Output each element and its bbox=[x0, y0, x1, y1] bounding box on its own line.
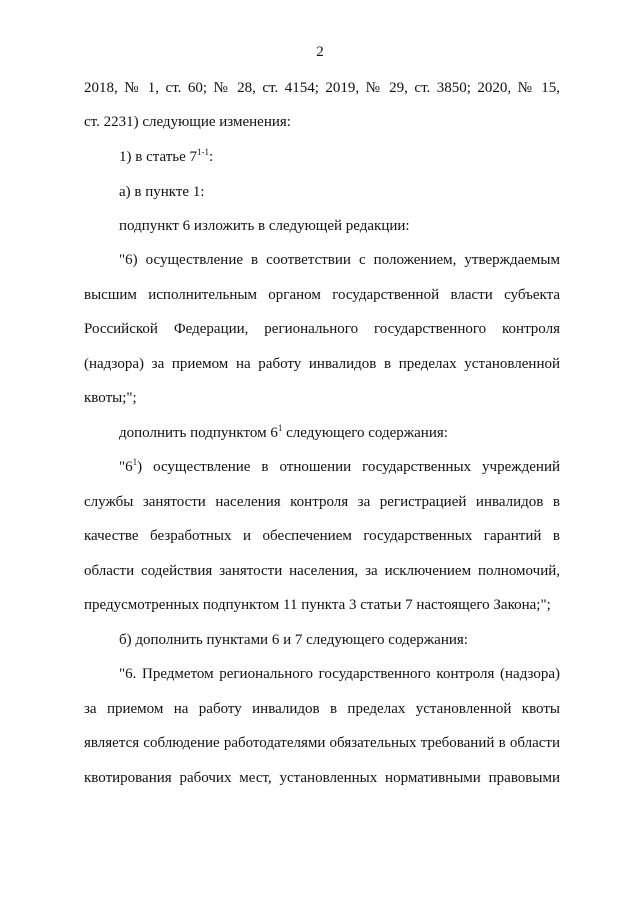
text-line: (надзора) за приемом на работу инвалидов в пределах установленной bbox=[84, 356, 560, 372]
text-line bbox=[119, 458, 560, 476]
text-span: ) осуществление в отношении государственных учреждений bbox=[137, 459, 560, 475]
text-line: области содействия занятости населения, за исключением полномочий, bbox=[84, 563, 560, 579]
superscript: 1 bbox=[277, 423, 283, 433]
text-line: Российской Федерации, регионального государственного контроля bbox=[84, 321, 560, 337]
superscript: 1 bbox=[132, 457, 138, 467]
text-span: следующего содержания: bbox=[282, 425, 448, 441]
text-span: : bbox=[209, 149, 214, 165]
text-span: 1) в статье 7 bbox=[119, 149, 198, 165]
text-line: 2018, № 1, ст. 60; № 28, ст. 4154; 2019, № 29, ст. 3850; 2020, № 15, bbox=[84, 80, 560, 96]
superscript: 1-1 bbox=[197, 147, 210, 157]
text-line: предусмотренных подпунктом 11 пункта 3 статьи 7 настоящего Закона;"; bbox=[84, 597, 551, 613]
text-line: квоты;"; bbox=[84, 390, 137, 406]
text-line: "6. Предметом регионального государственного контроля (надзора) bbox=[119, 666, 560, 682]
text-line: высшим исполнительным органом государственной власти субъекта bbox=[84, 287, 560, 303]
page-number: 2 bbox=[316, 44, 324, 60]
text-line bbox=[119, 424, 448, 442]
text-line: "6) осуществление в соответствии с положением, утверждаемым bbox=[119, 252, 560, 268]
text-span: дополнить подпунктом 6 bbox=[119, 425, 278, 441]
text-line: подпункт 6 изложить в следующей редакции: bbox=[119, 218, 410, 234]
text-line: качестве безработных и обеспечением государственных гарантий в bbox=[84, 528, 560, 544]
text-line bbox=[119, 148, 213, 166]
text-line: службы занятости населения контроля за регистрацией инвалидов в bbox=[84, 494, 560, 510]
text-line: а) в пункте 1: bbox=[119, 184, 205, 200]
text-line: ст. 2231) следующие изменения: bbox=[84, 114, 291, 130]
text-line: является соблюдение работодателями обязательных требований в области bbox=[84, 735, 560, 751]
text-line: квотирования рабочих мест, установленных нормативными правовыми bbox=[84, 770, 560, 786]
text-line: б) дополнить пунктами 6 и 7 следующего содержания: bbox=[119, 632, 468, 648]
text-line: за приемом на работу инвалидов в пределах установленной квоты bbox=[84, 701, 560, 717]
text-span: "6 bbox=[119, 459, 133, 475]
